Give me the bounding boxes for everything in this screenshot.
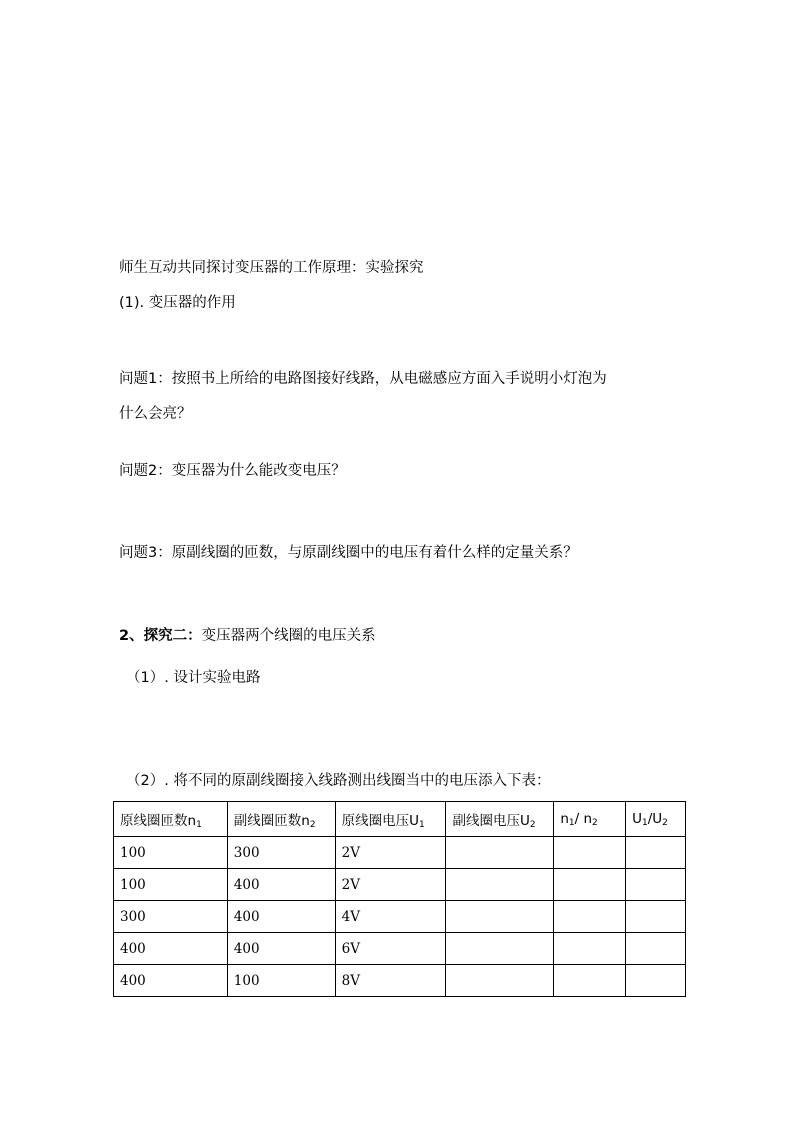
table-cell: 400: [227, 901, 335, 933]
table-row: [114, 965, 686, 997]
table-cell: 100: [114, 869, 228, 901]
table-header-cell: [626, 802, 686, 837]
table-row: [114, 901, 686, 933]
section-heading: 师生互动共同探讨变压器的工作原理：实验探究: [119, 260, 424, 276]
explore-two-label: 2、探究二：: [119, 628, 202, 644]
table-cell: 2V: [335, 869, 446, 901]
explore-two-text: 变压器两个线圈的电压关系: [201, 628, 376, 644]
table-cell: 300: [114, 901, 228, 933]
header-subscript: 1: [419, 819, 425, 830]
subsection-transformer-function: (1). 变压器的作用: [119, 295, 236, 311]
header-subscript-2: 2: [592, 817, 598, 828]
table-cell[interactable]: [554, 933, 626, 965]
table-cell[interactable]: [626, 965, 686, 997]
table-cell[interactable]: [554, 837, 626, 869]
table-header-cell: [554, 802, 626, 837]
table-header-row: [114, 802, 686, 837]
header-text: 副线圈匝数n: [233, 812, 310, 829]
question-3: 问题3：原副线圈的匝数，与原副线圈中的电压有着什么样的定量关系？: [119, 545, 578, 561]
table-header-cell: [227, 802, 335, 837]
table-cell: 8V: [335, 965, 446, 997]
question-2: 问题2：变压器为什么能改变电压？: [119, 463, 346, 479]
table-cell[interactable]: [626, 901, 686, 933]
header-subscript-2: 2: [662, 817, 668, 828]
table-cell: 300: [227, 837, 335, 869]
table-cell[interactable]: [626, 837, 686, 869]
table-header-cell: [446, 802, 554, 837]
header-text: n: [560, 810, 569, 827]
table-cell: 400: [227, 933, 335, 965]
table-row: [114, 837, 686, 869]
table-cell[interactable]: [626, 869, 686, 901]
step-1-design-circuit: （1）. 设计实验电路: [126, 670, 261, 686]
header-text: 原线圈匝数n: [120, 812, 197, 829]
header-text: U: [632, 810, 642, 827]
table-cell: 2V: [335, 837, 446, 869]
table-cell: 400: [227, 869, 335, 901]
header-subscript: 1: [196, 819, 202, 830]
header-subscript: 2: [309, 819, 316, 830]
header-subscript: 1: [642, 817, 648, 828]
voltage-data-table: [113, 801, 686, 997]
table-header-cell: [335, 802, 446, 837]
table-cell: 400: [114, 965, 228, 997]
table-cell[interactable]: [446, 837, 554, 869]
header-subscript: 2: [529, 819, 536, 830]
table-cell[interactable]: [446, 933, 554, 965]
table-cell: 100: [227, 965, 335, 997]
explore-two-title: [119, 626, 376, 646]
table-cell: 400: [114, 933, 228, 965]
table-cell[interactable]: [554, 901, 626, 933]
header-text: 副线圈电压U: [452, 812, 530, 829]
table-cell: 4V: [335, 901, 446, 933]
table-header-cell: [114, 802, 228, 837]
table-row: [114, 869, 686, 901]
table-row: [114, 933, 686, 965]
table-cell: 100: [114, 837, 228, 869]
question-1-line-1: 问题1：按照书上所给的电路图接好线路，从电磁感应方面入手说明小灯泡为: [119, 371, 607, 387]
table-cell[interactable]: [554, 965, 626, 997]
header-subscript: 1: [568, 817, 575, 828]
header-text: 原线圈电压U: [341, 812, 420, 829]
table-cell[interactable]: [554, 869, 626, 901]
header-text-after: /U: [647, 810, 663, 827]
table-cell[interactable]: [446, 869, 554, 901]
table-cell[interactable]: [626, 933, 686, 965]
header-text-after: / n: [574, 810, 593, 827]
question-1-line-2: 什么会亮？: [119, 406, 192, 422]
table-cell[interactable]: [446, 965, 554, 997]
step-2-measure-voltage: （2）. 将不同的原副线圈接入线路测出线圈当中的电压添入下表：: [126, 773, 551, 789]
table-cell: 6V: [335, 933, 446, 965]
table-cell[interactable]: [446, 901, 554, 933]
